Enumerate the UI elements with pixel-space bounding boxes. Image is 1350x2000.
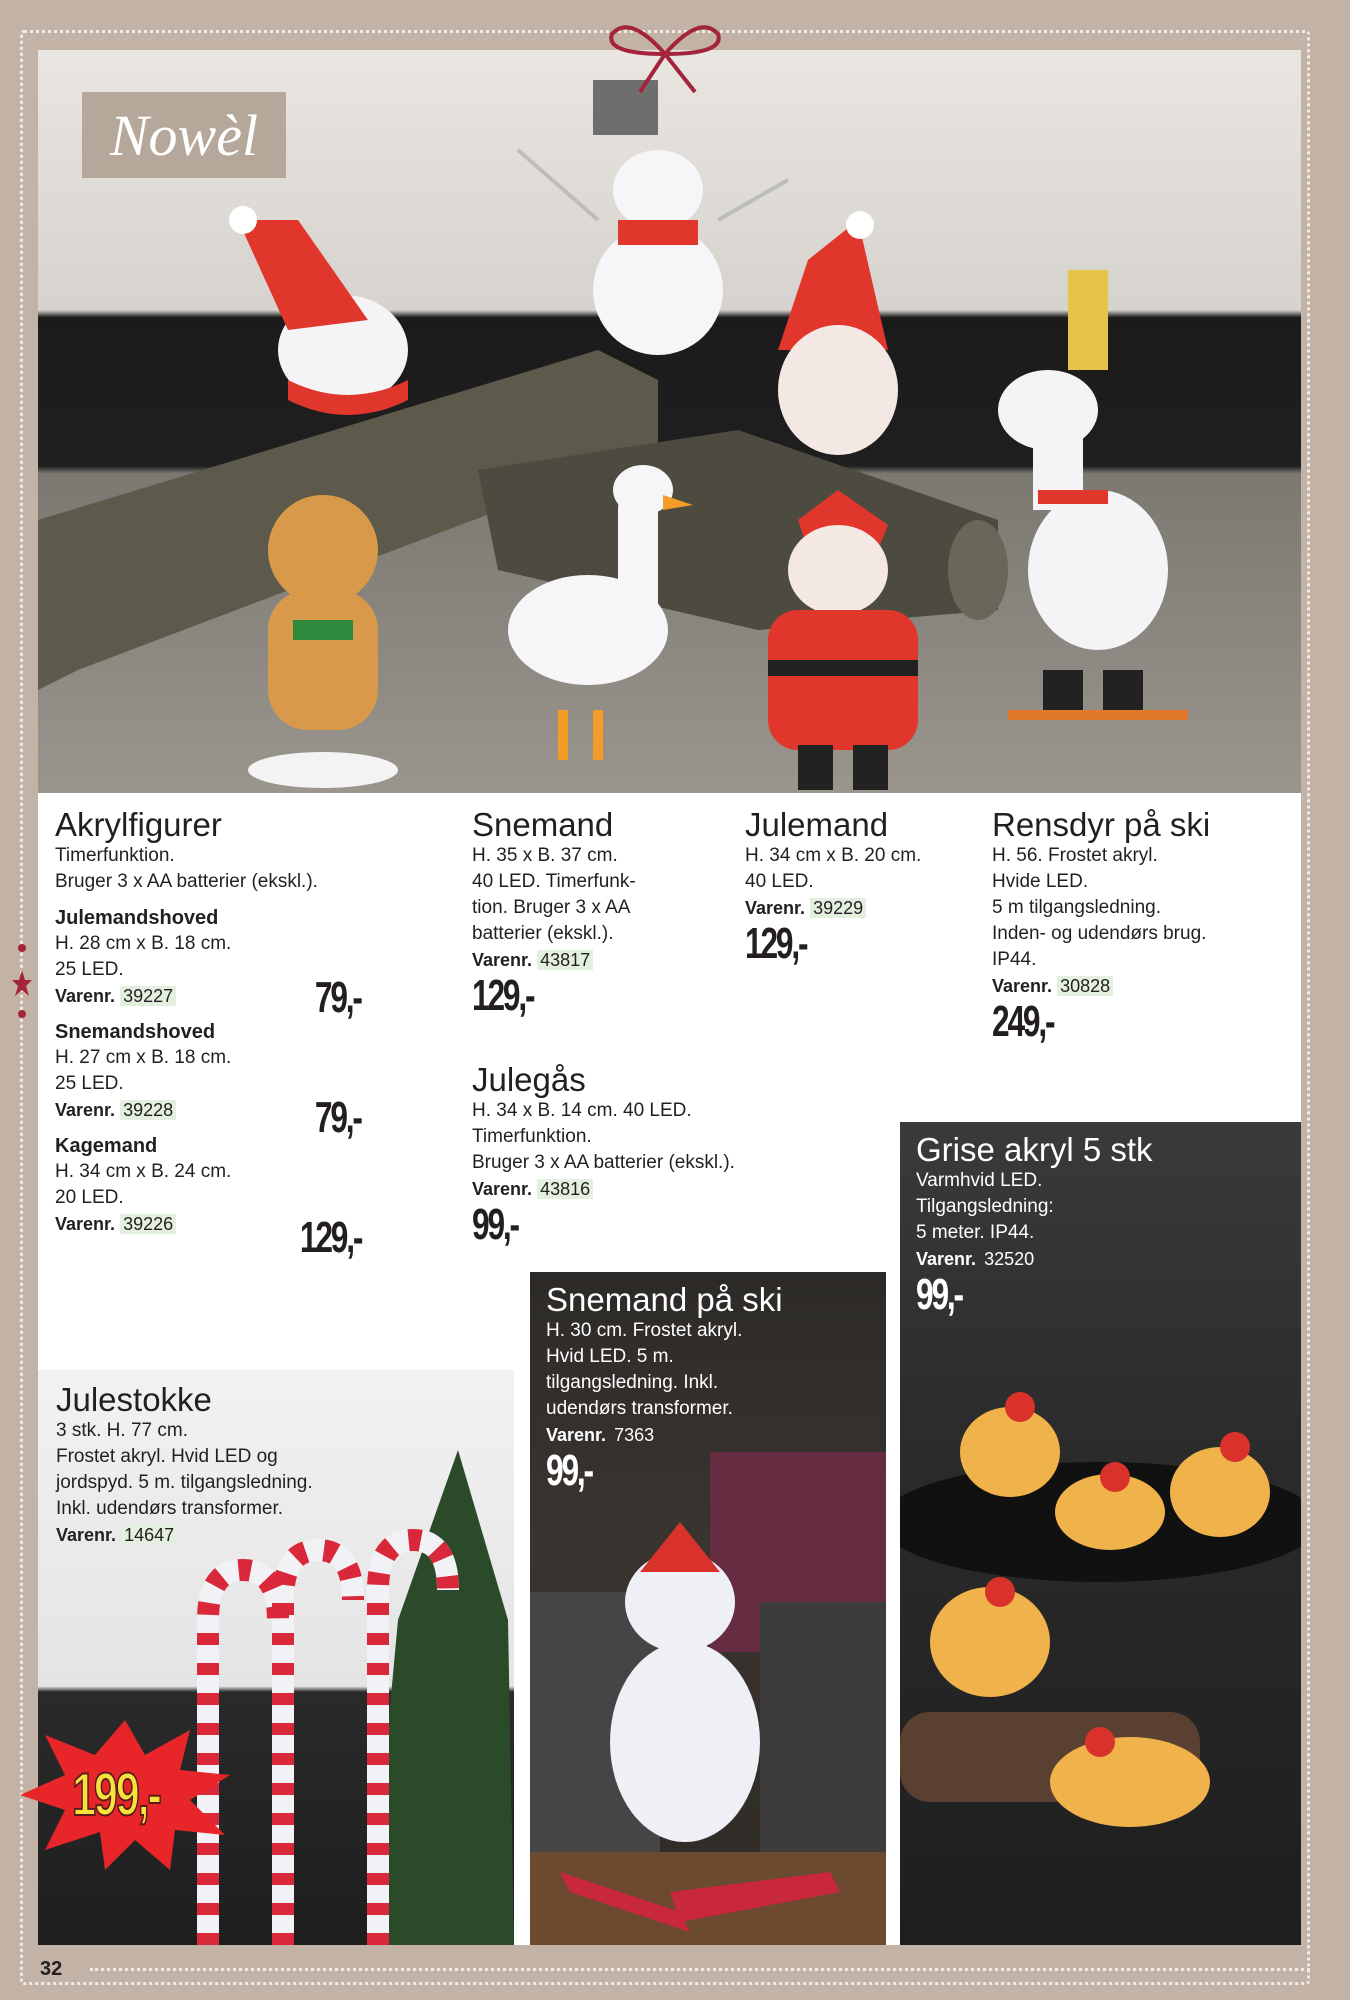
rensdyr-led: Hvide LED. bbox=[992, 871, 1089, 892]
snemand-section bbox=[472, 807, 722, 1019]
kagemand-varenr: Varenr. 39226 bbox=[55, 1211, 335, 1237]
santa-head-figure bbox=[778, 211, 898, 455]
grise-price: 99,- bbox=[916, 1270, 962, 1319]
julegaas-battery: Bruger 3 x AA batterier (ekskl.). bbox=[472, 1152, 735, 1173]
julemandshoved-name: Julemandshoved bbox=[55, 907, 219, 929]
snemand-price: 129,- bbox=[472, 971, 534, 1020]
snemand-ski-photo bbox=[530, 1272, 886, 1945]
julestokke-section bbox=[56, 1382, 496, 1548]
rensdyr-usage: Inden- og udendørs brug. bbox=[992, 923, 1207, 944]
akrylfigurer-title: Akrylfigurer bbox=[55, 806, 222, 843]
julemand-varenr: Varenr. 39229 bbox=[745, 895, 985, 921]
akrylfigurer-desc2: Bruger 3 x AA batterier (ekskl.). bbox=[55, 871, 318, 892]
snemandshoved-name: Snemandshoved bbox=[55, 1021, 216, 1043]
snemand-ski-size: H. 30 cm. Frostet akryl. bbox=[546, 1320, 743, 1341]
julegaas-title: Julegås bbox=[472, 1061, 586, 1098]
julestokke-led: Frostet akryl. Hvid LED og bbox=[56, 1446, 278, 1467]
star-ornament-icon bbox=[12, 940, 32, 1040]
kagemand-size: H. 34 cm x B. 24 cm. bbox=[55, 1161, 232, 1182]
kagemand-price: 129,- bbox=[299, 1213, 361, 1262]
grise-varenr: Varenr. 32520 bbox=[916, 1249, 1035, 1269]
grise-led: Varmhvid LED. bbox=[916, 1170, 1043, 1191]
snemand-desc-line2: tion. Bruger 3 x AA bbox=[472, 897, 631, 918]
rensdyr-cable: 5 m tilgangsledning. bbox=[992, 897, 1161, 918]
julestokke-size: 3 stk. H. 77 cm. bbox=[56, 1420, 188, 1441]
julemandshoved-led: 25 LED. bbox=[55, 959, 124, 980]
snemand-desc-line1: 40 LED. Timerfunk- bbox=[472, 871, 636, 892]
julemandshoved-varenr: Varenr. 39227 bbox=[55, 983, 335, 1009]
snemandshoved-size: H. 27 cm x B. 18 cm. bbox=[55, 1047, 232, 1068]
snemand-ski-price: 99,- bbox=[546, 1446, 592, 1495]
rensdyr-size: H. 56. Frostet akryl. bbox=[992, 845, 1158, 866]
snemand-size: H. 35 x B. 37 cm. bbox=[472, 845, 618, 866]
snowman-head-figure bbox=[229, 206, 408, 415]
snemand-ski-transformer: udendørs transformer. bbox=[546, 1398, 733, 1419]
grise-cable-length: 5 meter. IP44. bbox=[916, 1222, 1035, 1243]
julemandshoved-price: 79,- bbox=[315, 973, 361, 1022]
julemand-size: H. 34 cm x B. 20 cm. bbox=[745, 845, 922, 866]
rensdyr-title: Rensdyr på ski bbox=[992, 806, 1211, 843]
snemandshoved-price: 79,- bbox=[315, 1093, 361, 1142]
rensdyr-price: 249,- bbox=[992, 997, 1054, 1046]
rensdyr-section bbox=[992, 807, 1292, 1045]
snemand-varenr: Varenr. 43817 bbox=[472, 947, 722, 973]
julemand-led: 40 LED. bbox=[745, 871, 814, 892]
julestokke-price-burst bbox=[20, 1720, 230, 1870]
bottom-dotted-line bbox=[90, 1968, 1310, 1971]
page-number: 32 bbox=[40, 1958, 63, 1980]
reindeer-figure bbox=[998, 270, 1188, 720]
snemandshoved-led: 25 LED. bbox=[55, 1073, 124, 1094]
grise-cable-label: Tilgangsledning: bbox=[916, 1196, 1054, 1217]
snemand-title: Snemand bbox=[472, 806, 614, 843]
julestokke-price: 199,- bbox=[72, 1761, 160, 1828]
snemand-ski-cable: tilgangsledning. Inkl. bbox=[546, 1372, 719, 1393]
hero-photo bbox=[38, 50, 1301, 793]
kagemand-name: Kagemand bbox=[55, 1135, 158, 1157]
grise-section bbox=[916, 1132, 1286, 1318]
akrylfigurer-section bbox=[55, 807, 335, 1237]
snowman-top-figure bbox=[518, 80, 788, 355]
julestokke-varenr: Varenr. 14647 bbox=[56, 1522, 496, 1548]
bow-icon bbox=[600, 14, 730, 94]
julemandshoved-size: H. 28 cm x B. 18 cm. bbox=[55, 933, 232, 954]
julestokke-title: Julestokke bbox=[56, 1381, 212, 1418]
rensdyr-varenr: Varenr. 30828 bbox=[992, 973, 1292, 999]
julegaas-section bbox=[472, 1062, 892, 1248]
julemand-price: 129,- bbox=[745, 919, 807, 968]
julegaas-timer: Timerfunktion. bbox=[472, 1126, 592, 1147]
rensdyr-ip: IP44. bbox=[992, 949, 1037, 970]
grise-photo bbox=[900, 1122, 1301, 1945]
julemand-section bbox=[745, 807, 985, 967]
snemand-desc-line3: batterier (ekskl.). bbox=[472, 923, 614, 944]
brand-logo: Nowèl bbox=[82, 92, 286, 178]
julestokke-transformer: Inkl. udendørs transformer. bbox=[56, 1498, 284, 1519]
grise-title: Grise akryl 5 stk bbox=[916, 1131, 1153, 1168]
julestokke-cable: jordspyd. 5 m. tilgangsledning. bbox=[56, 1472, 313, 1493]
julemand-title: Julemand bbox=[745, 806, 889, 843]
snemand-ski-title: Snemand på ski bbox=[546, 1281, 783, 1318]
snemandshoved-varenr: Varenr. 39228 bbox=[55, 1097, 335, 1123]
snemand-ski-led: Hvid LED. 5 m. bbox=[546, 1346, 674, 1367]
catalog-page bbox=[38, 50, 1301, 1945]
julegaas-price: 99,- bbox=[472, 1200, 518, 1249]
snemand-ski-varenr: Varenr. 7363 bbox=[546, 1425, 655, 1445]
snemand-ski-section bbox=[546, 1282, 876, 1494]
akrylfigurer-desc1: Timerfunktion. bbox=[55, 845, 175, 866]
julegaas-varenr: Varenr. 43816 bbox=[472, 1176, 892, 1202]
gingerbread-figure bbox=[248, 495, 398, 788]
julegaas-size: H. 34 x B. 14 cm. 40 LED. bbox=[472, 1100, 692, 1121]
kagemand-led: 20 LED. bbox=[55, 1187, 124, 1208]
